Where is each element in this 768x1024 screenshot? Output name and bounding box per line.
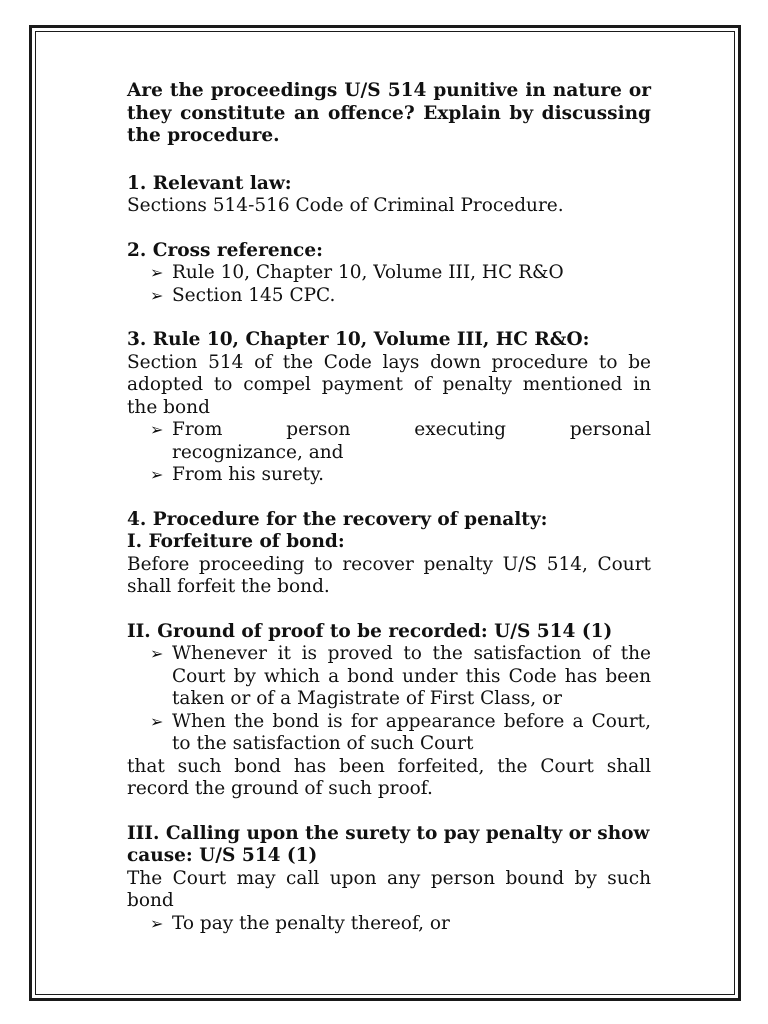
list-item-text: When the bond is for appearance before a Court, to the satisfaction of such Court [172, 710, 651, 754]
section-heading: 2. Cross reference: [127, 239, 323, 261]
section-subheading: I. Forfeiture of bond: [127, 531, 345, 552]
section-text: that such bond has been forfeited, the Court shall record the ground of such proof. [127, 755, 651, 799]
list-item [127, 711, 651, 756]
section-rule-10 [127, 329, 651, 487]
bullet-list [127, 262, 651, 307]
document-body [127, 80, 651, 957]
list-item [127, 913, 651, 936]
list-item [127, 643, 651, 711]
bullet-list [127, 643, 651, 756]
section-relevant-law [127, 173, 651, 218]
section-text: Before proceeding to recover penalty U/S 514, Court shall forfeit the bond. [127, 553, 651, 597]
list-item-text: Rule 10, Chapter 10, Volume III, HC R&O [172, 262, 564, 283]
section-heading: 4. Procedure for the recovery of penalty: [127, 508, 548, 530]
section-calling-surety [127, 823, 651, 936]
arrowhead-bullet-icon: ➢ [150, 644, 164, 663]
section-procedure-recovery [127, 509, 651, 599]
arrowhead-bullet-icon: ➢ [150, 913, 164, 933]
section-ground-of-proof [127, 621, 651, 801]
bullet-list [127, 419, 651, 487]
arrowhead-bullet-icon: ➢ [150, 420, 164, 439]
list-item-continuation [127, 442, 651, 465]
section-heading: II. Ground of proof to be recorded: U/S 514 (1) [127, 620, 613, 642]
list-item [127, 419, 651, 442]
section-text: Sections 514-516 Code of Criminal Procedure. [127, 195, 564, 216]
list-item-text: From person executing personal [172, 419, 651, 440]
list-item-text: To pay the penalty thereof, or [172, 912, 450, 934]
list-item-text: recognizance, and [172, 441, 344, 463]
list-item [127, 464, 651, 487]
section-heading: 1. Relevant law: [127, 172, 292, 194]
list-item [127, 285, 651, 308]
arrowhead-bullet-icon: ➢ [150, 285, 164, 305]
section-text: The Court may call upon any person bound by such bond [127, 867, 651, 911]
list-item-text: Section 145 CPC. [172, 284, 336, 306]
list-item-text: From his surety. [172, 464, 324, 485]
list-item-text: Whenever it is proved to the satisfaction of the Court by which a bond under this Code has been taken or of a Magistrate of First Class, or [172, 643, 651, 709]
list-item [127, 262, 651, 285]
arrowhead-bullet-icon: ➢ [150, 465, 164, 484]
section-heading: 3. Rule 10, Chapter 10, Volume III, HC R&O: [127, 329, 590, 350]
section-cross-reference [127, 240, 651, 308]
arrowhead-bullet-icon: ➢ [150, 711, 164, 731]
question-heading: Are the proceedings U/S 514 punitive in nature or they constitute an offence? Explain by discussing the procedure. [127, 80, 651, 146]
bullet-list [127, 913, 651, 936]
section-heading: III. Calling upon the surety to pay penalty or show cause: U/S 514 (1) [127, 822, 650, 866]
arrowhead-bullet-icon: ➢ [150, 263, 164, 282]
section-text: Section 514 of the Code lays down procedure to be adopted to compel payment of penalty mentioned in the bond [127, 351, 651, 418]
